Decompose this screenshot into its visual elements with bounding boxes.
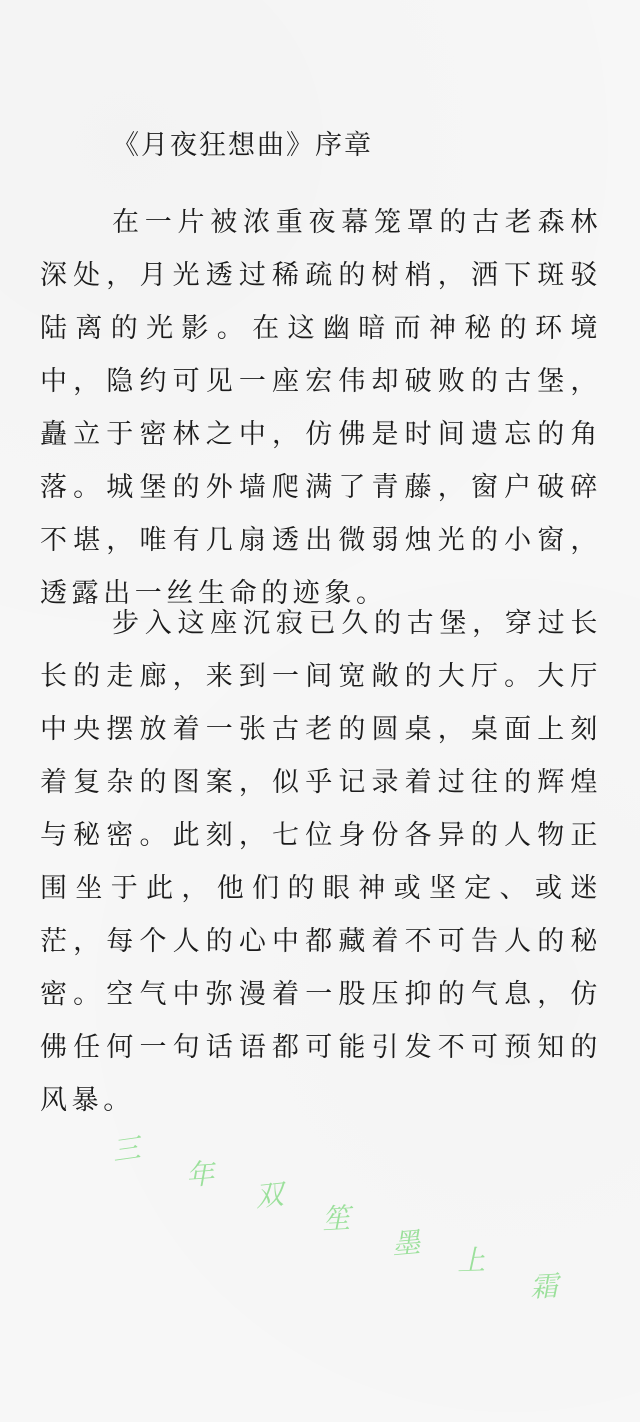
signature-char: 三 (110, 1131, 143, 1168)
signature-char: 墨 (390, 1225, 422, 1262)
paragraph-2: 步入这座沉寂已久的古堡，穿过长长的走廊，来到一间宽敞的大厅。大厅中央摆放着一张古老的圆桌，桌面上刻着复杂的图案，似乎记录着过往的辉煌与秘密。此刻，七位身份各异的人物正围坐于此，他们的眼神或坚定、或迷茫，每个人的心中都藏着不可告人的秘密。空气中弥漫着一股压抑的气息，仿佛任何一句话语都可能引发不可预知的风暴。 (40, 608, 602, 1116)
signature-char: 霜 (529, 1269, 559, 1304)
signature-char: 年 (184, 1157, 216, 1192)
document-title: 《月夜狂想曲》序章 (112, 130, 373, 161)
signature-char: 上 (456, 1243, 486, 1278)
signature-char: 双 (253, 1177, 285, 1214)
signature-char: 笙 (321, 1201, 351, 1236)
paragraph-1: 在一片被浓重夜幕笼罩的古老森林深处，月光透过稀疏的树梢，洒下斑驳陆离的光影。在这幽暗而神秘的环境中，隐约可见一座宏伟却破败的古堡，矗立于密林之中，仿佛是时间遗忘的角落。城堡的外墙爬满了青藤，窗户破碎不堪，唯有几扇透出微弱烛光的小窗，透露出一丝生命的迹象。 (40, 207, 602, 609)
